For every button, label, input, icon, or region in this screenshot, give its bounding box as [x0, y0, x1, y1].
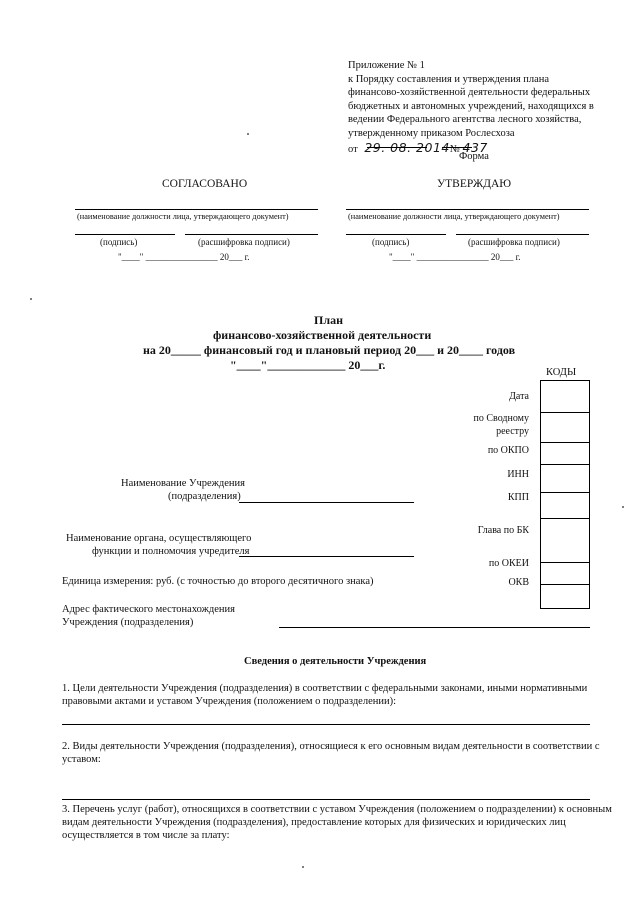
approve-date-line: "____" ________________ 20___ г. [389, 252, 521, 262]
code-cell-okei[interactable] [541, 563, 589, 585]
institution-label-2: (подразделения) [168, 491, 241, 502]
institution-label: Наименование Учреждения [121, 478, 245, 489]
item1-text-2: правовыми актами и уставом Учреждения (положением о подразделении): [62, 696, 396, 707]
scan-speck [30, 298, 32, 300]
appendix-line: бюджетных и автономных учреждений, находящихся в [348, 100, 594, 112]
scan-speck [622, 506, 624, 508]
item2-text-2: уставом: [62, 754, 101, 765]
approve-signature-line[interactable] [346, 234, 446, 235]
plan-period: на 20_____ финансовый год и плановый период 20___ и 20____ годов [143, 343, 516, 357]
unit-text: Единица измерения: руб. (с точностью до второго десятичного знака) [62, 576, 374, 587]
institution-field-line[interactable] [239, 502, 414, 503]
agreed-position-caption: (наименование должности лица, утверждающего документ) [77, 212, 289, 221]
plan-date: "____"_____________ 20___г. [230, 358, 386, 372]
code-label-budget-chapter: Глава по БК [477, 525, 529, 536]
agreed-signature-line[interactable] [75, 234, 175, 235]
item3-text-3: осуществляется в том числе за плату: [62, 830, 230, 841]
agreed-position-line[interactable] [75, 209, 318, 210]
number-underline [442, 147, 472, 148]
code-label-okpo: по ОКПО [487, 445, 529, 456]
appendix-title: Приложение № 1 [348, 60, 425, 71]
plan-subtitle: финансово-хозяйственной деятельности [213, 328, 432, 342]
section-heading: Сведения о деятельности Учреждения [244, 656, 427, 667]
code-label-inn: ИНН [507, 469, 529, 480]
number-sign: № [449, 143, 460, 155]
code-cell-date[interactable] [541, 381, 589, 413]
organ-label-2: функции и полномочия учредителя [92, 546, 250, 557]
appendix-line: ведении Федерального агентства лесного хозяйства, [348, 114, 582, 126]
code-cell-register[interactable] [541, 413, 589, 443]
appendix-line: утвержденному приказом Рослесхоза [348, 127, 515, 139]
code-cell-okpo[interactable] [541, 443, 589, 465]
agreed-signature-caption: (подпись) [100, 237, 138, 247]
code-label-register: по Сводному [473, 413, 529, 424]
approve-position-caption: (наименование должности лица, утверждающего документ) [348, 212, 560, 221]
address-label: Адрес фактического местонахождения [62, 604, 235, 615]
approve-decoding-line[interactable] [456, 234, 589, 235]
item2-answer-line[interactable] [62, 799, 590, 800]
agreed-date-line: "____" ________________ 20___ г. [118, 252, 250, 262]
codes-table [540, 380, 590, 609]
handwritten-date: 29. 08. 2014 [364, 139, 450, 155]
code-label-register-2: реестру [496, 426, 529, 437]
code-cell-inn[interactable] [541, 465, 589, 493]
appendix-block [348, 59, 594, 156]
code-label-date: Дата [509, 391, 529, 402]
scan-speck [247, 133, 249, 135]
code-cell-budget-chapter[interactable] [541, 519, 589, 563]
form-label: Форма [459, 151, 489, 162]
approve-position-line[interactable] [346, 209, 589, 210]
code-cell-kpp[interactable] [541, 493, 589, 519]
handwritten-number: 437 [462, 139, 488, 155]
item2-text: 2. Виды деятельности Учреждения (подразделения), относящиеся к его основным видам деятельности в соответствии с [62, 741, 600, 752]
item1-answer-line[interactable] [62, 724, 590, 725]
approve-decoding-caption: (расшифровка подписи) [468, 237, 560, 247]
agreed-decoding-caption: (расшифровка подписи) [198, 237, 290, 247]
date-underline [367, 147, 427, 148]
address-field-line[interactable] [279, 627, 590, 628]
code-cell-okv[interactable] [541, 585, 589, 609]
scan-speck [302, 866, 304, 868]
code-label-okv: ОКВ [508, 577, 529, 588]
item1-text: 1. Цели деятельности Учреждения (подразделения) в соответствии с федеральными законами, иными нормативными [62, 683, 588, 694]
organ-label: Наименование органа, осуществляющего [66, 533, 252, 544]
approve-signature-caption: (подпись) [372, 237, 410, 247]
item3-text-2: видам деятельности Учреждения (подразделения), предоставление которых для физических и юридических лиц [62, 817, 566, 828]
code-label-okei: по ОКЕИ [488, 558, 529, 569]
date-prefix: от [348, 143, 358, 155]
agreed-heading: СОГЛАСОВАНО [162, 178, 248, 190]
item3-text: 3. Перечень услуг (работ), относящихся в соответствии с уставом Учреждения (положением о подразделении) к основным [62, 804, 612, 815]
organ-field-line[interactable] [239, 556, 414, 557]
appendix-line: финансово-хозяйственной деятельности федеральных [348, 87, 591, 99]
agreed-decoding-line[interactable] [185, 234, 318, 235]
approve-heading: УТВЕРЖДАЮ [437, 178, 512, 190]
code-label-kpp: КПП [507, 492, 529, 503]
address-label-2: Учреждения (подразделения) [62, 617, 194, 628]
plan-title: План [314, 313, 343, 327]
codes-heading: КОДЫ [546, 367, 577, 378]
appendix-line: к Порядку составления и утверждения плана [348, 73, 550, 85]
